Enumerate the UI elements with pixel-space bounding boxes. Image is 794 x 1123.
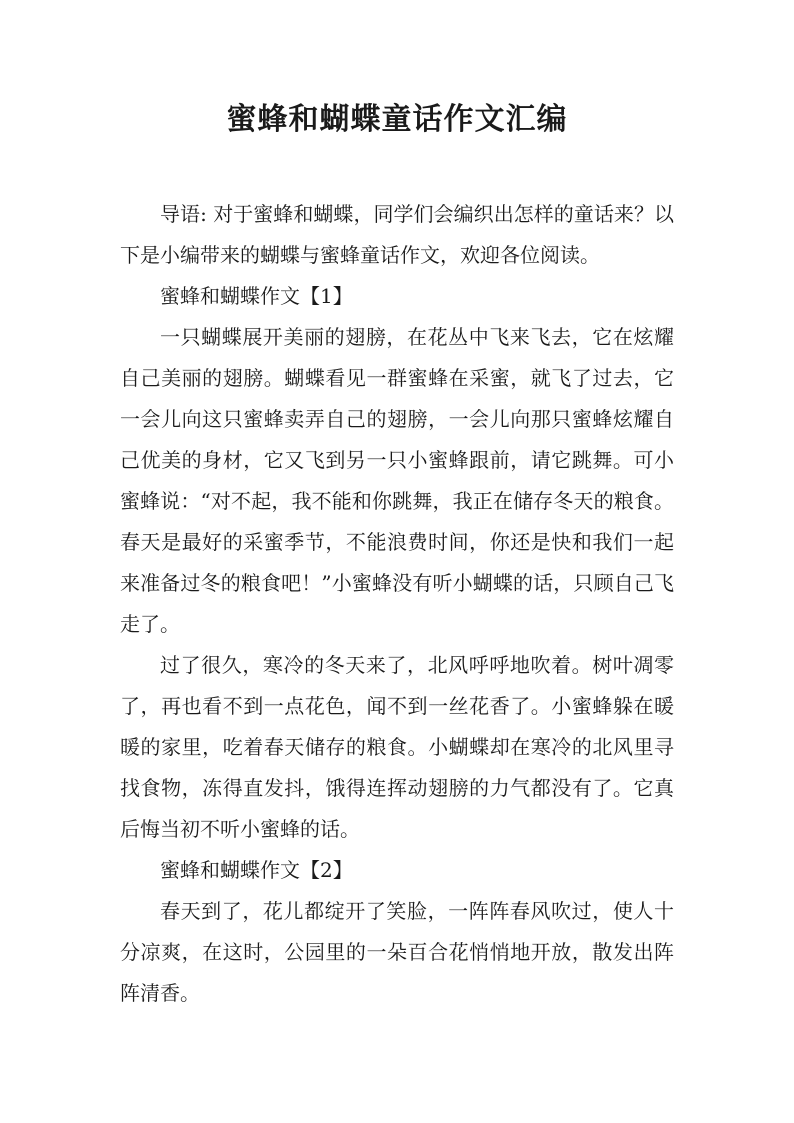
section-2-heading: 蜜蜂和蝴蝶作文【2】 xyxy=(160,858,353,882)
document-title: 蜜蜂和蝴蝶童话作文汇编 xyxy=(226,102,568,137)
intro-paragraph: 导语: 对于蜜蜂和蝴蝶，同学们会编织出怎样的童话来？以下是小编带来的蝴蝶与蜜蜂童话作文，欢迎各位阅读。 xyxy=(120,202,674,267)
section-2-paragraph-1: 春天到了，花儿都绽开了笑脸，一阵阵春风吹过，使人十分凉爽，在这时，公园里的一朵百合花悄悄地开放，散发出阵阵清香。 xyxy=(120,899,674,1005)
section-1-paragraph-1: 一只蝴蝶展开美丽的翅膀，在花丛中飞来飞去，它在炫耀自己美丽的翅膀。蝴蝶看见一群蜜蜂在采蜜，就飞了过去，它一会儿向这只蜜蜂卖弄自己的翅膀，一会儿向那只蜜蜂炫耀自己优美的身材，它又飞到另一只小蜜蜂跟前，请它跳舞。可小蜜蜂说：“对不起，我不能和你跳舞，我正在储存冬天的粮食。春天是最好的采蜜季节，不能浪费时间，你还是快和我们一起来准备过冬的粮食吧！”小蜜蜂没有听小蝴蝶的话，只顾自己飞走了。 xyxy=(120,325,674,636)
section-1-heading: 蜜蜂和蝴蝶作文【1】 xyxy=(160,284,353,308)
document-body xyxy=(120,194,674,1014)
section-1-paragraph-2: 过了很久，寒冷的冬天来了，北风呼呼地吹着。树叶凋零了，再也看不到一点花色，闻不到一丝花香了。小蜜蜂躲在暖暖的家里，吃着春天储存的粮食。小蝴蝶却在寒冷的北风里寻找食物，冻得直发抖，饿得连挥动翅膀的力气都没有了。它真后悔当初不听小蜜蜂的话。 xyxy=(120,653,674,841)
